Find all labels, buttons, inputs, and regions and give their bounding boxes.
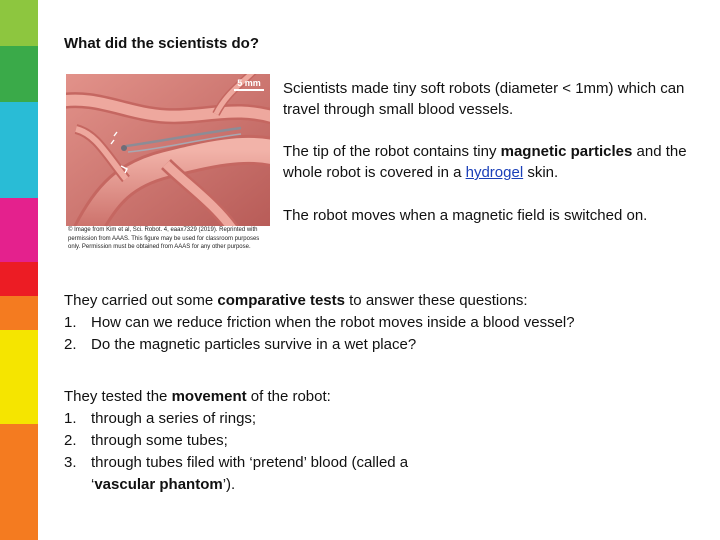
stripe-8 xyxy=(0,424,38,540)
tests-list xyxy=(64,408,704,496)
robot-description: Scientists made tiny soft robots (diameter < 1mm) which can travel through small blood vessels. xyxy=(283,80,685,118)
list-number: 3. xyxy=(64,454,77,471)
blood-vessel-illustration xyxy=(66,74,270,226)
text-segment: and the whole robot is covered in a xyxy=(283,143,687,181)
text-segment: to answer these questions: xyxy=(344,292,528,309)
list-number: 1. xyxy=(64,314,77,331)
list-item-text: ’). xyxy=(222,476,236,493)
list-item-text: How can we reduce friction when the robot moves inside a blood vessel? xyxy=(91,314,575,331)
list-item xyxy=(64,408,704,430)
stripe-1 xyxy=(0,0,38,46)
list-item-text: through some tubes; xyxy=(91,432,228,449)
movement-tests-section xyxy=(64,386,704,496)
list-number: 2. xyxy=(64,432,77,449)
list-number: 2. xyxy=(64,336,77,353)
list-item xyxy=(64,312,704,334)
comparative-tests-term: comparative tests xyxy=(217,292,345,309)
stripe-2 xyxy=(0,46,38,102)
color-stripe-bar xyxy=(0,0,38,540)
stripe-6 xyxy=(0,296,38,330)
vascular-phantom-term: vascular phantom xyxy=(94,476,223,493)
blood-vessel-image xyxy=(66,74,270,226)
list-number: 1. xyxy=(64,410,77,427)
movement-tests-intro xyxy=(64,386,704,408)
list-item xyxy=(64,334,704,356)
comparative-tests-intro xyxy=(64,290,704,312)
stripe-3 xyxy=(0,102,38,198)
text-segment: of the robot: xyxy=(246,388,331,405)
comparative-tests-section xyxy=(64,290,704,356)
robot-composition xyxy=(283,141,703,183)
page-title: What did the scientists do? xyxy=(64,35,260,52)
list-item xyxy=(64,430,704,452)
questions-list xyxy=(64,312,704,356)
list-item-text: Do the magnetic particles survive in a wet place? xyxy=(91,336,417,353)
list-item-text: through a series of rings; xyxy=(91,410,257,427)
text-segment: They carried out some xyxy=(64,292,218,309)
stripe-5 xyxy=(0,262,38,296)
text-segment: They tested the xyxy=(64,388,172,405)
scale-label: 5 mm xyxy=(237,78,261,88)
movement-term: movement xyxy=(171,388,247,405)
stripe-7 xyxy=(0,330,38,424)
list-item xyxy=(64,452,421,496)
magnetic-particles-term: magnetic particles xyxy=(500,143,633,160)
robot-movement-note: The robot moves when a magnetic field is switched on. xyxy=(283,207,648,224)
stripe-4 xyxy=(0,198,38,262)
text-segment: The tip of the robot contains tiny xyxy=(283,143,501,160)
hydrogel-link[interactable]: hydrogel xyxy=(465,164,524,181)
image-credit: © Image from Kim et al, Sci. Robot. 4, eaax7329 (2019). Reprinted with permission from AAAS. This figure may be used for classroom purposes only. Permission must be obtained from AAAS for any other purpose. xyxy=(68,227,260,250)
list-item-text: through tubes filed with ‘pretend’ blood (called a ‘ xyxy=(91,454,409,493)
text-segment: skin. xyxy=(523,164,559,181)
